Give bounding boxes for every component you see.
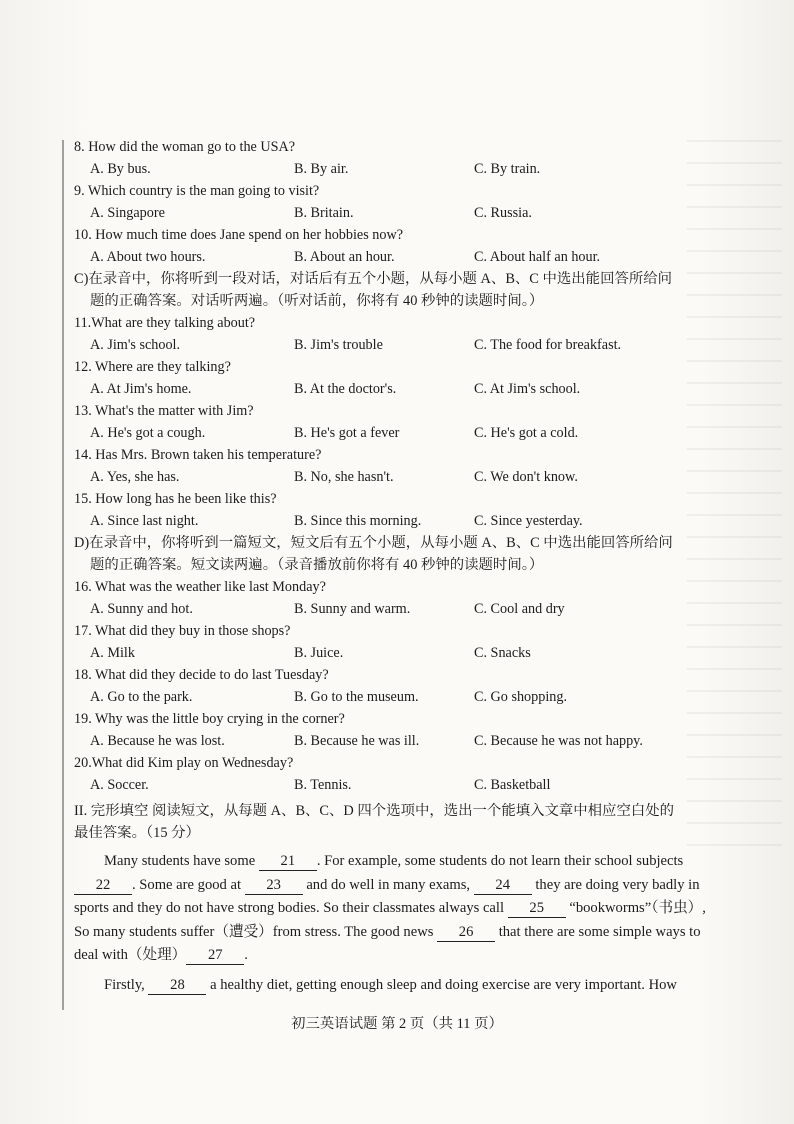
question-item [74, 664, 714, 708]
option-c: C. Because he was not happy. [474, 733, 643, 749]
page-content [74, 136, 714, 997]
option-c: C. Since yesterday. [474, 513, 583, 529]
question-item [74, 444, 714, 488]
blank-24: 24 [474, 877, 532, 895]
option-c: C. Russia. [474, 205, 532, 221]
section-c-line1: C)在录音中，你将听到一段对话，对话后有五个小题，从每小题 A、B、C 中选出能回答所给问 [74, 271, 673, 287]
passage-text: Firstly, [104, 976, 149, 993]
question-group-c [74, 312, 714, 532]
option-a: A. Soccer. [90, 777, 149, 793]
passage-text: a healthy diet, getting enough sleep and doing exercise are very important. How [206, 976, 677, 993]
question-stem: 16. What was the weather like last Monday? [74, 579, 326, 595]
question-group-b [74, 136, 714, 268]
option-a: A. Milk [90, 645, 135, 661]
option-a: A. Jim's school. [90, 337, 181, 353]
question-item [74, 312, 714, 356]
option-row [74, 642, 714, 664]
blank-27: 27 [186, 947, 244, 965]
option-b: B. Because he was ill. [294, 733, 420, 749]
option-a: A. Sunny and hot. [90, 601, 193, 617]
section-c-instructions [74, 268, 714, 312]
question-stem: 19. Why was the little boy crying in the corner? [74, 711, 345, 727]
page-footer: 初三英语试题 第 2 页（共 11 页） [291, 1016, 503, 1032]
passage-text: . Some are good at [132, 876, 245, 893]
cloze-paragraph-1 [74, 850, 714, 968]
passage-text: . For example, some students do not learn their school subjects [316, 853, 684, 869]
option-b: B. At the doctor's. [294, 381, 397, 397]
option-a: A. Go to the park. [90, 689, 193, 705]
option-row [74, 466, 714, 488]
option-c: C. Go shopping. [474, 689, 568, 705]
option-row [74, 202, 714, 224]
option-b: B. Go to the museum. [294, 689, 419, 705]
option-b: B. Tennis. [294, 777, 352, 793]
question-item [74, 356, 714, 400]
question-item [74, 576, 714, 620]
option-b: B. Jim's trouble [294, 337, 383, 353]
question-stem: 8. How did the woman go to the USA? [74, 139, 296, 155]
option-b: B. About an hour. [294, 249, 395, 265]
question-item [74, 136, 714, 180]
question-stem: 10. How much time does Jane spend on her hobbies now? [74, 227, 404, 243]
section-d-instructions [74, 532, 714, 576]
option-b: B. No, she hasn't. [294, 469, 394, 485]
passage-text: “bookworms”（书虫）, So many students suffer（遭受）from stress. The good news [74, 900, 706, 940]
option-row [74, 378, 714, 400]
option-c: C. He's got a cold. [474, 425, 579, 441]
question-item [74, 488, 714, 532]
option-row [74, 158, 714, 180]
option-c: C. We don't know. [474, 469, 578, 485]
passage-text: and do well in many exams, [302, 876, 474, 893]
section-ii-line2: 最佳答案。（15 分） [74, 825, 200, 841]
option-c: C. By train. [474, 161, 541, 177]
passage-text: . [244, 947, 248, 963]
section-ii-instructions [74, 800, 714, 844]
option-c: C. Basketball [474, 777, 551, 793]
cloze-paragraph-2 [74, 974, 714, 998]
option-row [74, 422, 714, 444]
option-a: A. He's got a cough. [90, 425, 206, 441]
option-b: B. Britain. [294, 205, 354, 221]
question-group-d [74, 576, 714, 796]
question-item [74, 752, 714, 796]
question-item [74, 400, 714, 444]
option-a: A. Yes, she has. [90, 469, 180, 485]
option-row [74, 510, 714, 532]
option-b: B. Since this morning. [294, 513, 422, 529]
option-row [74, 598, 714, 620]
option-row [74, 730, 714, 752]
question-stem: 11.What are they talking about? [74, 315, 256, 331]
question-stem: 9. Which country is the man going to visit? [74, 183, 320, 199]
question-item [74, 708, 714, 752]
binding-margin-line [62, 140, 64, 1010]
question-stem: 12. Where are they talking? [74, 359, 231, 375]
question-stem: 20.What did Kim play on Wednesday? [74, 755, 294, 771]
option-b: B. He's got a fever [294, 425, 400, 441]
option-a: A. At Jim's home. [90, 381, 192, 397]
option-b: B. Sunny and warm. [294, 601, 411, 617]
question-stem: 17. What did they buy in those shops? [74, 623, 291, 639]
blank-26: 26 [437, 924, 495, 942]
option-b: B. By air. [294, 161, 349, 177]
question-stem: 14. Has Mrs. Brown taken his temperature? [74, 447, 322, 463]
passage-text: they are doing very badly in sports and they do not have strong bodies. So their classmates always call [74, 876, 700, 916]
question-item [74, 620, 714, 664]
option-c: C. About half an hour. [474, 249, 601, 265]
option-row [74, 774, 714, 796]
option-a: A. About two hours. [90, 249, 206, 265]
option-a: A. By bus. [90, 161, 151, 177]
passage-text: Many students have some [104, 853, 259, 869]
option-b: B. Juice. [294, 645, 344, 661]
option-c: C. At Jim's school. [474, 381, 581, 397]
section-d-line1: D)在录音中，你将听到一篇短文，短文后有五个小题，从每小题 A、B、C 中选出能回答所给问 [74, 535, 673, 551]
option-a: A. Because he was lost. [90, 733, 225, 749]
question-stem: 18. What did they decide to do last Tuesday? [74, 667, 329, 683]
section-d-line2: 题的正确答案。短文读两遍。（录音播放前你将有 40 秒钟的读题时间。） [90, 557, 544, 573]
question-item [74, 224, 714, 268]
blank-21: 21 [259, 853, 317, 871]
blank-22: 22 [74, 877, 132, 895]
blank-25: 25 [508, 900, 566, 918]
question-stem: 13. What's the matter with Jim? [74, 403, 254, 419]
section-c-line2: 题的正确答案。对话听两遍。（听对话前，你将有 40 秒钟的读题时间。） [90, 293, 544, 309]
option-c: C. Cool and dry [474, 601, 565, 617]
option-row [74, 246, 714, 268]
option-a: A. Since last night. [90, 513, 199, 529]
passage-text: that there are some simple ways to deal with（处理） [74, 923, 701, 963]
option-c: C. Snacks [474, 645, 531, 661]
question-item [74, 180, 714, 224]
option-c: C. The food for breakfast. [474, 337, 622, 353]
blank-23: 23 [245, 877, 303, 895]
option-a: A. Singapore [90, 205, 165, 221]
blank-28: 28 [148, 977, 206, 995]
question-stem: 15. How long has he been like this? [74, 491, 277, 507]
option-row [74, 686, 714, 708]
option-row [74, 334, 714, 356]
section-ii-line1: II. 完形填空 阅读短文，从每题 A、B、C、D 四个选项中，选出一个能填入文章中相应空白处的 [74, 803, 675, 819]
